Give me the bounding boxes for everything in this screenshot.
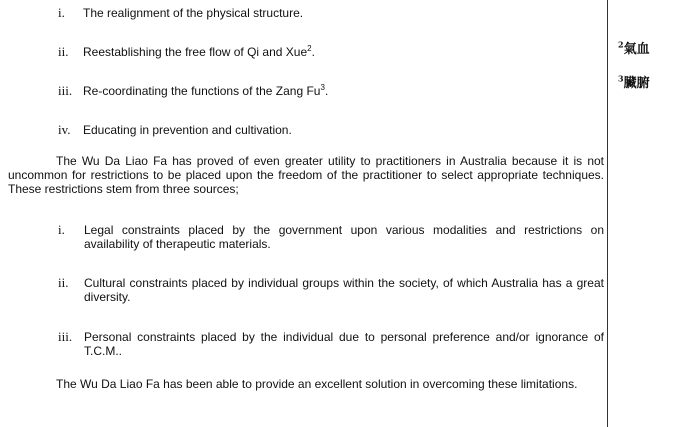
list-item [58, 6, 303, 20]
list-item-number: i. [58, 222, 65, 237]
list-item-text: The realignment of the physical structure. [83, 6, 304, 20]
list-item-text-body: Reestablishing the free flow of Qi and Xue [83, 45, 308, 59]
list-item-text [83, 84, 328, 98]
footnote [618, 38, 676, 57]
footnote-marker: 2 [307, 44, 312, 53]
list-item-text: Personal constraints placed by the individual due to personal preference and/or ignorance of T.C.M.. [84, 330, 604, 358]
list-item [58, 223, 604, 251]
body-paragraph: The Wu Da Liao Fa has been able to provide an excellent solution in overcoming these limitations. [56, 377, 578, 391]
footnote-text: 氣血 [623, 42, 650, 57]
list-item-text [83, 45, 315, 59]
list-item-number: iii. [58, 329, 73, 344]
list-item-text-end: . [324, 84, 329, 98]
list-item [58, 276, 604, 304]
list-item [58, 84, 328, 98]
footnote-text: 臟腑 [623, 76, 650, 91]
margin-rule [607, 0, 608, 427]
list-item-number: iii. [58, 83, 73, 98]
list-item-text: Educating in prevention and cultivation. [83, 123, 292, 137]
body-paragraph: The Wu Da Liao Fa has proved of even greater utility to practitioners in Australia because it is not uncommon for restrictions to be placed upon the freedom of the practitioner to select appropriate techniques. These restrictions stem from three sources; [8, 154, 604, 196]
list-item-text: Cultural constraints placed by individual groups within the society, of which Australia has a great diversity. [84, 276, 604, 304]
footnote-marker: 3 [320, 83, 325, 92]
footnote-number: 3 [618, 73, 624, 84]
footnote [618, 72, 676, 91]
list-item [58, 45, 315, 59]
list-item-number: ii. [58, 275, 69, 290]
list-item [58, 330, 604, 358]
list-item-text-body: Re-coordinating the functions of the Zang Fu [83, 84, 321, 98]
list-item-text: Legal constraints placed by the government upon various modalities and restrictions on availability of therapeutic materials. [84, 223, 604, 251]
list-item-number: ii. [58, 44, 69, 59]
footnote-number: 2 [618, 39, 624, 50]
list-item-number: iv. [58, 122, 71, 137]
list-item-text-end: . [311, 45, 315, 59]
list-item-number: i. [58, 5, 65, 20]
list-item [58, 123, 292, 137]
